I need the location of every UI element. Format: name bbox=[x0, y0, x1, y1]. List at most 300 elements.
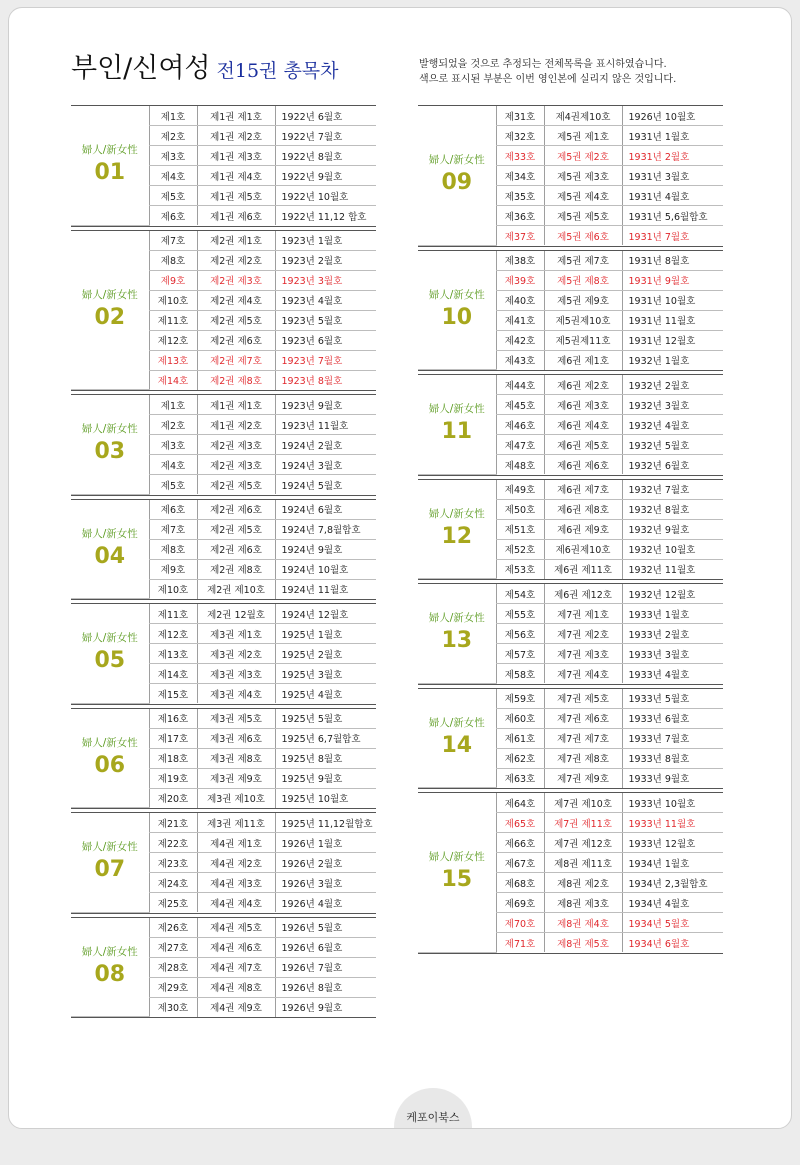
volume-issue-cell: 제2권 12월호 bbox=[197, 604, 275, 624]
volume-issue-cell: 제1권 제4호 bbox=[197, 166, 275, 186]
issue-date-cell: 1934년 6월호 bbox=[622, 933, 723, 953]
volume-group bbox=[71, 917, 376, 1019]
issue-date-cell: 1924년 7,8월합호 bbox=[275, 519, 376, 539]
volume-group bbox=[71, 812, 376, 914]
volume-group bbox=[418, 583, 723, 685]
issue-date-cell: 1923년 9월호 bbox=[275, 395, 376, 415]
issue-date-cell: 1926년 6월호 bbox=[275, 937, 376, 957]
volume-number: 04 bbox=[94, 543, 126, 569]
volume-issue-cell: 제5권제10호 bbox=[544, 310, 622, 330]
volume-issue-cell: 제5권 제4호 bbox=[544, 186, 622, 206]
issue-date-cell: 1931년 7월호 bbox=[622, 226, 723, 246]
volume-issue-cell: 제8권 제5호 bbox=[544, 933, 622, 953]
volume-issue-cell: 제7권 제8호 bbox=[544, 748, 622, 768]
volume-issue-cell: 제6권 제7호 bbox=[544, 480, 622, 500]
volume-issue-cell: 제6권 제8호 bbox=[544, 499, 622, 519]
volume-issue-cell: 제4권 제8호 bbox=[197, 977, 275, 997]
issue-number-cell: 제60호 bbox=[496, 708, 544, 728]
volume-label: 婦人/新女性 bbox=[428, 288, 485, 301]
page-title bbox=[71, 46, 339, 85]
issue-date-cell: 1933년 2월호 bbox=[622, 624, 723, 644]
issue-date-cell: 1923년 4월호 bbox=[275, 290, 376, 310]
volume-issue-cell: 제1권 제1호 bbox=[197, 395, 275, 415]
volume-issue-cell: 제6권 제2호 bbox=[544, 375, 622, 395]
volume-cell bbox=[71, 395, 149, 494]
issue-number-cell: 제2호 bbox=[149, 126, 197, 146]
volume-issue-cell: 제2권 제3호 bbox=[197, 270, 275, 290]
table-row bbox=[71, 106, 376, 126]
issue-date-cell: 1933년 4월호 bbox=[622, 664, 723, 684]
issue-date-cell: 1932년 6월호 bbox=[622, 455, 723, 475]
table-row bbox=[418, 251, 723, 271]
volume-issue-cell: 제3권 제6호 bbox=[197, 728, 275, 748]
issue-date-cell: 1923년 11월호 bbox=[275, 415, 376, 435]
issue-number-cell: 제18호 bbox=[149, 748, 197, 768]
volume-issue-cell: 제3권 제3호 bbox=[197, 664, 275, 684]
issue-number-cell: 제32호 bbox=[496, 126, 544, 146]
issue-number-cell: 제1호 bbox=[149, 395, 197, 415]
issue-number-cell: 제12호 bbox=[149, 624, 197, 644]
volume-group bbox=[71, 230, 376, 392]
issue-date-cell: 1925년 3월호 bbox=[275, 664, 376, 684]
volume-issue-cell: 제2권 제3호 bbox=[197, 435, 275, 455]
issue-number-cell: 제55호 bbox=[496, 604, 544, 624]
volume-label: 婦人/新女性 bbox=[428, 716, 485, 729]
issue-date-cell: 1924년 2월호 bbox=[275, 435, 376, 455]
volume-issue-cell: 제8권 제11호 bbox=[544, 853, 622, 873]
issue-date-cell: 1925년 10월호 bbox=[275, 788, 376, 808]
volume-label: 婦人/新女性 bbox=[428, 403, 485, 416]
volume-table bbox=[418, 480, 723, 580]
issue-number-cell: 제24호 bbox=[149, 873, 197, 893]
volume-number: 06 bbox=[94, 752, 126, 778]
issue-date-cell: 1934년 4월호 bbox=[622, 893, 723, 913]
volume-issue-cell: 제3권 제11호 bbox=[197, 813, 275, 833]
issue-date-cell: 1931년 2월호 bbox=[622, 146, 723, 166]
volume-label: 婦人/新女性 bbox=[81, 945, 138, 958]
table-row bbox=[71, 709, 376, 729]
issue-date-cell: 1926년 2월호 bbox=[275, 853, 376, 873]
issue-date-cell: 1925년 6,7월합호 bbox=[275, 728, 376, 748]
title-subtitle: 전15권 총목차 bbox=[216, 60, 339, 82]
volume-label: 婦人/新女性 bbox=[428, 154, 485, 167]
volume-issue-cell: 제6권 제4호 bbox=[544, 415, 622, 435]
volume-cell bbox=[71, 709, 149, 808]
issue-date-cell: 1923년 2월호 bbox=[275, 250, 376, 270]
issue-number-cell: 제28호 bbox=[149, 957, 197, 977]
table-row bbox=[418, 480, 723, 500]
header-note bbox=[419, 57, 676, 87]
issue-number-cell: 제37호 bbox=[496, 226, 544, 246]
volume-issue-cell: 제4권 제4호 bbox=[197, 893, 275, 913]
issue-number-cell: 제20호 bbox=[149, 788, 197, 808]
issue-number-cell: 제53호 bbox=[496, 559, 544, 579]
volume-issue-cell: 제7권 제9호 bbox=[544, 768, 622, 788]
issue-date-cell: 1931년 12월호 bbox=[622, 330, 723, 350]
issue-date-cell: 1934년 2,3월합호 bbox=[622, 873, 723, 893]
issue-number-cell: 제46호 bbox=[496, 415, 544, 435]
volume-issue-cell: 제5권 제9호 bbox=[544, 290, 622, 310]
issue-date-cell: 1931년 1월호 bbox=[622, 126, 723, 146]
issue-number-cell: 제65호 bbox=[496, 813, 544, 833]
issue-date-cell: 1932년 8월호 bbox=[622, 499, 723, 519]
issue-number-cell: 제8호 bbox=[149, 250, 197, 270]
issue-number-cell: 제19호 bbox=[149, 768, 197, 788]
issue-date-cell: 1924년 3월호 bbox=[275, 455, 376, 475]
table-row bbox=[71, 604, 376, 624]
issue-number-cell: 제10호 bbox=[149, 579, 197, 599]
issue-date-cell: 1933년 8월호 bbox=[622, 748, 723, 768]
volume-cell bbox=[71, 500, 149, 599]
issue-number-cell: 제66호 bbox=[496, 833, 544, 853]
volume-table bbox=[71, 918, 376, 1018]
volume-group bbox=[418, 105, 723, 247]
volume-issue-cell: 제2권 제3호 bbox=[197, 455, 275, 475]
issue-date-cell: 1924년 9월호 bbox=[275, 539, 376, 559]
volume-number: 05 bbox=[94, 648, 126, 674]
volume-issue-cell: 제5권제11호 bbox=[544, 330, 622, 350]
issue-number-cell: 제41호 bbox=[496, 310, 544, 330]
volume-issue-cell: 제2권 제10호 bbox=[197, 579, 275, 599]
issue-number-cell: 제27호 bbox=[149, 937, 197, 957]
issue-number-cell: 제64호 bbox=[496, 793, 544, 813]
issue-date-cell: 1933년 6월호 bbox=[622, 708, 723, 728]
volume-number: 09 bbox=[441, 170, 473, 196]
volume-table bbox=[418, 251, 723, 371]
volume-cell bbox=[71, 106, 149, 225]
volume-cell bbox=[418, 251, 496, 370]
volume-table bbox=[418, 793, 723, 953]
volume-group bbox=[418, 479, 723, 581]
volume-table bbox=[418, 375, 723, 475]
issue-date-cell: 1925년 1월호 bbox=[275, 624, 376, 644]
issue-number-cell: 제36호 bbox=[496, 206, 544, 226]
volume-number: 01 bbox=[94, 160, 126, 186]
volume-issue-cell: 제4권제10호 bbox=[544, 106, 622, 126]
issue-date-cell: 1923년 8월호 bbox=[275, 370, 376, 390]
issue-number-cell: 제5호 bbox=[149, 186, 197, 206]
issue-date-cell: 1933년 5월호 bbox=[622, 689, 723, 709]
issue-date-cell: 1932년 9월호 bbox=[622, 519, 723, 539]
volume-table bbox=[418, 106, 723, 246]
issue-number-cell: 제21호 bbox=[149, 813, 197, 833]
volume-group bbox=[71, 708, 376, 810]
issue-number-cell: 제54호 bbox=[496, 584, 544, 604]
issue-number-cell: 제52호 bbox=[496, 539, 544, 559]
volume-issue-cell: 제2권 제5호 bbox=[197, 475, 275, 495]
issue-number-cell: 제17호 bbox=[149, 728, 197, 748]
volume-issue-cell: 제1권 제3호 bbox=[197, 146, 275, 166]
volume-issue-cell: 제6권 제11호 bbox=[544, 559, 622, 579]
volume-issue-cell: 제4권 제9호 bbox=[197, 997, 275, 1017]
issue-number-cell: 제1호 bbox=[149, 106, 197, 126]
issue-number-cell: 제2호 bbox=[149, 415, 197, 435]
volume-label: 婦人/新女性 bbox=[428, 851, 485, 864]
issue-date-cell: 1926년 9월호 bbox=[275, 997, 376, 1017]
volume-group bbox=[71, 105, 376, 227]
issue-date-cell: 1932년 11월호 bbox=[622, 559, 723, 579]
volume-table bbox=[71, 106, 376, 226]
volume-number: 07 bbox=[94, 857, 126, 883]
issue-number-cell: 제45호 bbox=[496, 395, 544, 415]
volume-issue-cell: 제4권 제2호 bbox=[197, 853, 275, 873]
table-row bbox=[71, 500, 376, 520]
volume-issue-cell: 제1권 제2호 bbox=[197, 126, 275, 146]
issue-date-cell: 1931년 9월호 bbox=[622, 270, 723, 290]
issue-number-cell: 제40호 bbox=[496, 290, 544, 310]
issue-date-cell: 1931년 4월호 bbox=[622, 186, 723, 206]
volume-issue-cell: 제5권 제7호 bbox=[544, 251, 622, 271]
issue-date-cell: 1932년 10월호 bbox=[622, 539, 723, 559]
issue-number-cell: 제4호 bbox=[149, 455, 197, 475]
issue-date-cell: 1931년 5,6월합호 bbox=[622, 206, 723, 226]
issue-date-cell: 1923년 1월호 bbox=[275, 231, 376, 251]
volume-issue-cell: 제2권 제4호 bbox=[197, 290, 275, 310]
issue-date-cell: 1926년 7월호 bbox=[275, 957, 376, 977]
volume-group bbox=[71, 603, 376, 705]
volume-cell bbox=[418, 689, 496, 788]
issue-number-cell: 제3호 bbox=[149, 435, 197, 455]
issue-date-cell: 1925년 2월호 bbox=[275, 644, 376, 664]
issue-number-cell: 제57호 bbox=[496, 644, 544, 664]
volume-issue-cell: 제1권 제1호 bbox=[197, 106, 275, 126]
title-main: 부인/신여성 bbox=[71, 53, 211, 84]
volume-issue-cell: 제2권 제8호 bbox=[197, 559, 275, 579]
volume-label: 婦人/新女性 bbox=[428, 507, 485, 520]
issue-number-cell: 제44호 bbox=[496, 375, 544, 395]
volume-issue-cell: 제8권 제2호 bbox=[544, 873, 622, 893]
issue-date-cell: 1932년 2월호 bbox=[622, 375, 723, 395]
volume-issue-cell: 제7권 제10호 bbox=[544, 793, 622, 813]
volume-issue-cell: 제3권 제8호 bbox=[197, 748, 275, 768]
issue-date-cell: 1924년 6월호 bbox=[275, 500, 376, 520]
issue-date-cell: 1922년 6월호 bbox=[275, 106, 376, 126]
volume-issue-cell: 제6권제10호 bbox=[544, 539, 622, 559]
volume-group bbox=[71, 499, 376, 601]
issue-date-cell: 1931년 8월호 bbox=[622, 251, 723, 271]
table-row bbox=[418, 793, 723, 813]
volume-issue-cell: 제2권 제6호 bbox=[197, 500, 275, 520]
volume-label: 婦人/新女性 bbox=[428, 612, 485, 625]
volume-cell bbox=[71, 604, 149, 703]
issue-date-cell: 1924년 11월호 bbox=[275, 579, 376, 599]
issue-date-cell: 1924년 10월호 bbox=[275, 559, 376, 579]
volume-table bbox=[418, 584, 723, 684]
issue-number-cell: 제67호 bbox=[496, 853, 544, 873]
issue-number-cell: 제42호 bbox=[496, 330, 544, 350]
issue-date-cell: 1926년 1월호 bbox=[275, 833, 376, 853]
issue-date-cell: 1925년 11,12월합호 bbox=[275, 813, 376, 833]
volume-cell bbox=[418, 793, 496, 952]
volume-issue-cell: 제7권 제11호 bbox=[544, 813, 622, 833]
issue-date-cell: 1933년 7월호 bbox=[622, 728, 723, 748]
table-row bbox=[418, 689, 723, 709]
issue-number-cell: 제39호 bbox=[496, 270, 544, 290]
issue-date-cell: 1925년 9월호 bbox=[275, 768, 376, 788]
issue-date-cell: 1931년 10월호 bbox=[622, 290, 723, 310]
volume-issue-cell: 제5권 제6호 bbox=[544, 226, 622, 246]
volume-issue-cell: 제1권 제6호 bbox=[197, 206, 275, 226]
issue-number-cell: 제70호 bbox=[496, 913, 544, 933]
volume-group bbox=[418, 688, 723, 790]
issue-number-cell: 제49호 bbox=[496, 480, 544, 500]
issue-date-cell: 1926년 3월호 bbox=[275, 873, 376, 893]
issue-number-cell: 제11호 bbox=[149, 604, 197, 624]
volume-issue-cell: 제7권 제7호 bbox=[544, 728, 622, 748]
volume-issue-cell: 제5권 제8호 bbox=[544, 270, 622, 290]
issue-date-cell: 1922년 11,12 합호 bbox=[275, 206, 376, 226]
volume-label: 婦人/新女性 bbox=[81, 841, 138, 854]
issue-date-cell: 1923년 6월호 bbox=[275, 330, 376, 350]
issue-date-cell: 1926년 5월호 bbox=[275, 918, 376, 938]
volume-group bbox=[418, 374, 723, 476]
volume-cell bbox=[418, 480, 496, 579]
table-row bbox=[418, 106, 723, 126]
issue-number-cell: 제4호 bbox=[149, 166, 197, 186]
issue-number-cell: 제59호 bbox=[496, 689, 544, 709]
issue-number-cell: 제62호 bbox=[496, 748, 544, 768]
issue-number-cell: 제29호 bbox=[149, 977, 197, 997]
issue-date-cell: 1924년 5월호 bbox=[275, 475, 376, 495]
issue-date-cell: 1923년 7월호 bbox=[275, 350, 376, 370]
issue-number-cell: 제6호 bbox=[149, 206, 197, 226]
issue-number-cell: 제14호 bbox=[149, 664, 197, 684]
issue-date-cell: 1926년 4월호 bbox=[275, 893, 376, 913]
issue-number-cell: 제34호 bbox=[496, 166, 544, 186]
issue-number-cell: 제50호 bbox=[496, 499, 544, 519]
volume-cell bbox=[418, 375, 496, 474]
volume-label: 婦人/新女性 bbox=[81, 632, 138, 645]
issue-number-cell: 제25호 bbox=[149, 893, 197, 913]
issue-number-cell: 제61호 bbox=[496, 728, 544, 748]
volume-issue-cell: 제2권 제5호 bbox=[197, 310, 275, 330]
issue-date-cell: 1932년 7월호 bbox=[622, 480, 723, 500]
volume-issue-cell: 제7권 제2호 bbox=[544, 624, 622, 644]
volume-cell bbox=[71, 813, 149, 912]
volume-label: 婦人/新女性 bbox=[81, 736, 138, 749]
volume-issue-cell: 제5권 제1호 bbox=[544, 126, 622, 146]
issue-date-cell: 1932년 5월호 bbox=[622, 435, 723, 455]
issue-date-cell: 1923년 3월호 bbox=[275, 270, 376, 290]
volume-issue-cell: 제6권 제3호 bbox=[544, 395, 622, 415]
issue-number-cell: 제31호 bbox=[496, 106, 544, 126]
note-line-1: 발행되었을 것으로 추정되는 전체목록을 표시하였습니다. bbox=[419, 59, 667, 70]
issue-date-cell: 1933년 10월호 bbox=[622, 793, 723, 813]
left-column bbox=[71, 105, 376, 1021]
volume-issue-cell: 제4권 제7호 bbox=[197, 957, 275, 977]
issue-number-cell: 제35호 bbox=[496, 186, 544, 206]
issue-number-cell: 제16호 bbox=[149, 709, 197, 729]
volume-group bbox=[71, 394, 376, 496]
issue-number-cell: 제26호 bbox=[149, 918, 197, 938]
issue-date-cell: 1931년 3월호 bbox=[622, 166, 723, 186]
issue-number-cell: 제56호 bbox=[496, 624, 544, 644]
volume-issue-cell: 제3권 제2호 bbox=[197, 644, 275, 664]
issue-date-cell: 1932년 3월호 bbox=[622, 395, 723, 415]
issue-date-cell: 1922년 8월호 bbox=[275, 146, 376, 166]
issue-number-cell: 제22호 bbox=[149, 833, 197, 853]
volume-issue-cell: 제3권 제10호 bbox=[197, 788, 275, 808]
issue-number-cell: 제13호 bbox=[149, 644, 197, 664]
issue-number-cell: 제68호 bbox=[496, 873, 544, 893]
volume-number: 15 bbox=[441, 867, 473, 893]
volume-group bbox=[418, 792, 723, 954]
volume-issue-cell: 제4권 제1호 bbox=[197, 833, 275, 853]
issue-number-cell: 제30호 bbox=[149, 997, 197, 1017]
volume-issue-cell: 제3권 제5호 bbox=[197, 709, 275, 729]
volume-number: 03 bbox=[94, 439, 126, 465]
note-line-2: 색으로 표시된 부분은 이번 영인본에 실리지 않은 것입니다. bbox=[419, 74, 677, 85]
volume-issue-cell: 제3권 제9호 bbox=[197, 768, 275, 788]
volume-table bbox=[71, 395, 376, 495]
table-row bbox=[418, 584, 723, 604]
volume-issue-cell: 제2권 제5호 bbox=[197, 519, 275, 539]
issue-number-cell: 제48호 bbox=[496, 455, 544, 475]
table-row bbox=[418, 375, 723, 395]
volume-issue-cell: 제7권 제3호 bbox=[544, 644, 622, 664]
volume-issue-cell: 제2권 제6호 bbox=[197, 330, 275, 350]
volume-issue-cell: 제5권 제5호 bbox=[544, 206, 622, 226]
issue-number-cell: 제58호 bbox=[496, 664, 544, 684]
volume-label: 婦人/新女性 bbox=[81, 423, 138, 436]
table-row bbox=[71, 918, 376, 938]
table-row bbox=[71, 395, 376, 415]
issue-number-cell: 제69호 bbox=[496, 893, 544, 913]
volume-issue-cell: 제8권 제4호 bbox=[544, 913, 622, 933]
volume-table bbox=[71, 500, 376, 600]
issue-number-cell: 제10호 bbox=[149, 290, 197, 310]
issue-date-cell: 1932년 4월호 bbox=[622, 415, 723, 435]
issue-date-cell: 1932년 12월호 bbox=[622, 584, 723, 604]
volume-issue-cell: 제7권 제12호 bbox=[544, 833, 622, 853]
issue-date-cell: 1933년 3월호 bbox=[622, 644, 723, 664]
volume-issue-cell: 제4권 제5호 bbox=[197, 918, 275, 938]
issue-date-cell: 1931년 11월호 bbox=[622, 310, 723, 330]
volume-issue-cell: 제1권 제5호 bbox=[197, 186, 275, 206]
volume-issue-cell: 제7권 제6호 bbox=[544, 708, 622, 728]
volume-label: 婦人/新女性 bbox=[81, 527, 138, 540]
issue-date-cell: 1932년 1월호 bbox=[622, 350, 723, 370]
volume-issue-cell: 제5권 제3호 bbox=[544, 166, 622, 186]
publisher-name: 케포이북스 bbox=[406, 1111, 460, 1124]
issue-number-cell: 제9호 bbox=[149, 559, 197, 579]
volume-issue-cell: 제3권 제4호 bbox=[197, 684, 275, 704]
issue-date-cell: 1925년 4월호 bbox=[275, 684, 376, 704]
volume-cell bbox=[71, 918, 149, 1017]
table-row bbox=[71, 813, 376, 833]
issue-number-cell: 제12호 bbox=[149, 330, 197, 350]
volume-issue-cell: 제2권 제8호 bbox=[197, 370, 275, 390]
volume-issue-cell: 제5권 제2호 bbox=[544, 146, 622, 166]
volume-issue-cell: 제7권 제1호 bbox=[544, 604, 622, 624]
issue-date-cell: 1926년 10월호 bbox=[622, 106, 723, 126]
right-column bbox=[418, 105, 723, 957]
issue-date-cell: 1925년 5월호 bbox=[275, 709, 376, 729]
issue-date-cell: 1923년 5월호 bbox=[275, 310, 376, 330]
issue-number-cell: 제47호 bbox=[496, 435, 544, 455]
table-row bbox=[71, 231, 376, 251]
issue-date-cell: 1922년 9월호 bbox=[275, 166, 376, 186]
volume-issue-cell: 제6권 제1호 bbox=[544, 350, 622, 370]
catalog-page bbox=[8, 7, 792, 1129]
issue-date-cell: 1933년 11월호 bbox=[622, 813, 723, 833]
issue-date-cell: 1924년 12월호 bbox=[275, 604, 376, 624]
issue-number-cell: 제13호 bbox=[149, 350, 197, 370]
issue-date-cell: 1926년 8월호 bbox=[275, 977, 376, 997]
volume-number: 02 bbox=[94, 304, 126, 330]
issue-number-cell: 제14호 bbox=[149, 370, 197, 390]
volume-issue-cell: 제1권 제2호 bbox=[197, 415, 275, 435]
